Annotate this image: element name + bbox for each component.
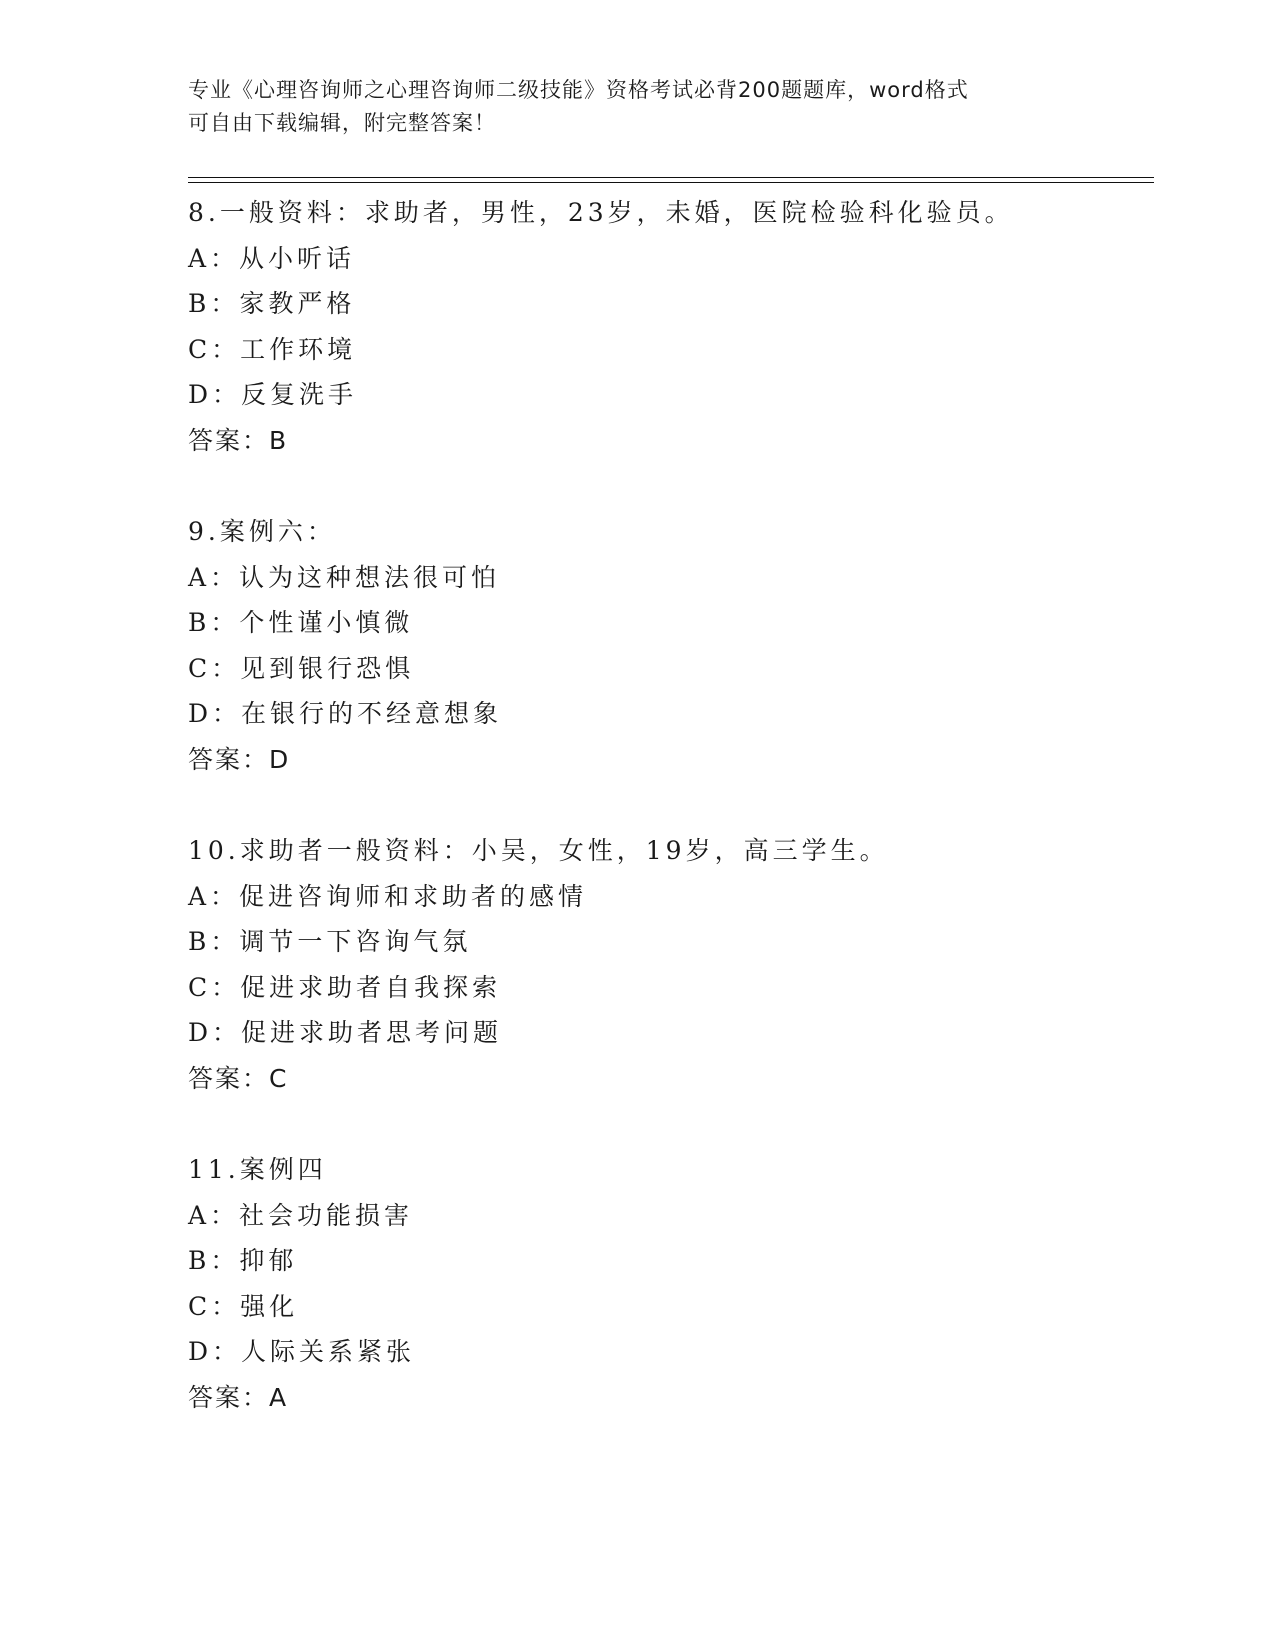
answer-line: 答案：C — [188, 1063, 289, 1093]
question-9 — [188, 509, 1148, 782]
question-stem: 10.求助者一般资料：小吴，女性，19岁，高三学生。 — [188, 836, 889, 865]
option-a: A：认为这种想法很可怕 — [188, 562, 501, 592]
option-a: A：从小听话 — [188, 243, 356, 273]
question-8 — [188, 190, 1148, 463]
option-b: B：调节一下咨询气氛 — [188, 927, 472, 956]
option-d: D：人际关系紧张 — [188, 1337, 416, 1366]
option-b: B：个性谨小慎微 — [188, 608, 414, 637]
answer-line: 答案：A — [188, 1382, 289, 1412]
header-divider-top — [188, 177, 1154, 178]
question-11 — [188, 1147, 1148, 1420]
option-c: C：见到银行恐惧 — [188, 653, 415, 683]
question-stem: 9.案例六： — [188, 517, 336, 546]
option-d: D：促进求助者思考问题 — [188, 1018, 503, 1047]
question-10 — [188, 828, 1148, 1101]
option-c: C：强化 — [188, 1291, 299, 1321]
option-a: A：社会功能损害 — [188, 1200, 414, 1230]
option-b: B：抑郁 — [188, 1246, 298, 1275]
document-header — [188, 74, 1088, 140]
answer-line: 答案：B — [188, 425, 289, 455]
option-b: B：家教严格 — [188, 289, 356, 318]
answer-line: 答案：D — [188, 744, 291, 774]
option-d: D：在银行的不经意想象 — [188, 699, 503, 728]
option-c: C：工作环境 — [188, 334, 357, 364]
option-a: A：促进咨询师和求助者的感情 — [188, 881, 588, 911]
header-divider-bottom — [188, 182, 1154, 183]
question-stem: 8.一般资料：求助者，男性，23岁，未婚，医院检验科化验员。 — [188, 198, 1014, 227]
option-d: D：反复洗手 — [188, 380, 358, 409]
question-list — [188, 190, 1148, 1466]
header-line-2: 可自由下载编辑，附完整答案！ — [188, 111, 496, 135]
header-line-1: 专业《心理咨询师之心理咨询师二级技能》资格考试必背200题题库，word格式 — [188, 78, 969, 102]
option-c: C：促进求助者自我探索 — [188, 972, 502, 1002]
question-stem: 11.案例四 — [188, 1155, 327, 1184]
